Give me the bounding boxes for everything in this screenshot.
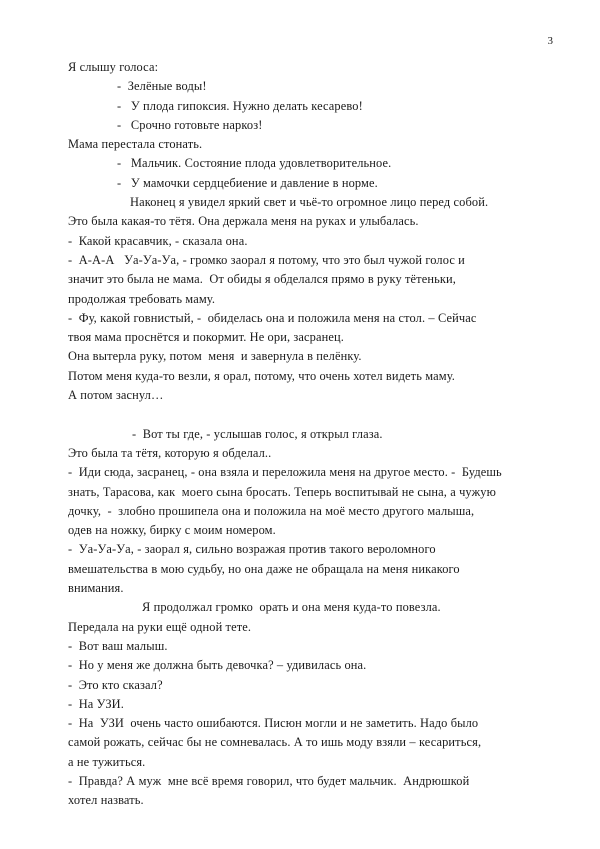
text-line: - Фу, какой говнистый, - обиделась она и положила меня на стол. – Сейчас xyxy=(68,310,477,325)
text-line: Потом меня куда-то везли, я орал, потому, что очень хотел видеть маму. xyxy=(68,368,455,383)
text-line: знать, Тарасова, как моего сына бросать. Теперь воспитывай не сына, а чужую xyxy=(68,484,496,499)
text-line: Я продолжал громко орать и она меня куда-то повезла. xyxy=(142,600,441,615)
text-line: - На УЗИ очень часто ошибаются. Писюн могли и не заметить. Надо было xyxy=(68,716,479,731)
text-line: значит это была не мама. От обиды я обделался прямо в руку тётеньки, xyxy=(68,272,456,287)
text-line: - Иди сюда, засранец, - она взяла и переложила меня на другое место. - Будешь xyxy=(68,465,502,480)
text-line: - А-А-А Уа-Уа-Уа, - громко заорал я потому, что это был чужой голос и xyxy=(68,252,465,267)
text-line: - Зелёные воды! xyxy=(117,79,207,94)
text-line: Передала на руки ещё одной тете. xyxy=(68,619,252,634)
text-line: - Вот ты где, - услышав голос, я открыл глаза. xyxy=(132,426,383,441)
text-line: продолжая требовать маму. xyxy=(68,291,216,306)
text-line: - На УЗИ. xyxy=(68,696,124,711)
text-line: - Мальчик. Состояние плода удовлетворительное. xyxy=(117,156,392,171)
text-line: Мама перестала стонать. xyxy=(68,137,203,152)
text-line: - Срочно готовьте наркоз! xyxy=(117,117,263,132)
text-line: Это была какая-то тётя. Она держала меня на руках и улыбалась. xyxy=(68,214,419,229)
text-line: вмешательства в мою судьбу, но она даже не обращала на меня никакого xyxy=(68,561,460,576)
text-line: - У плода гипоксия. Нужно делать кесарево! xyxy=(117,98,363,113)
text-line: - Но у меня же должна быть девочка? – удивилась она. xyxy=(68,658,367,673)
page-number: 3 xyxy=(547,35,553,47)
text-line: - Какой красавчик, - сказала она. xyxy=(68,233,248,248)
document-body xyxy=(68,58,538,811)
text-line: - Вот ваш малыш. xyxy=(68,638,168,653)
text-line: Наконец я увидел яркий свет и чьё-то огромное лицо перед собой. xyxy=(130,195,489,210)
text-line-blank xyxy=(68,405,538,424)
text-line: твоя мама проснётся и покормит. Не ори, засранец. xyxy=(68,330,344,345)
text-line: А потом заснул… xyxy=(68,388,164,403)
text-line: а не тужиться. xyxy=(68,754,146,769)
text-line: одев на ножку, бирку с моим номером. xyxy=(68,523,276,538)
text-line: внимания. xyxy=(68,581,124,596)
text-line: - Уа-Уа-Уа, - заорал я, сильно возражая против такого вероломного xyxy=(68,542,436,557)
text-line: Это была та тётя, которую я обделал.. xyxy=(68,445,272,460)
text-line: Я слышу голоса: xyxy=(68,60,159,74)
text-line: дочку, - злобно прошипела она и положила на моё место другого малыша, xyxy=(68,503,475,518)
text-line: Она вытерла руку, потом меня и завернула в пелёнку. xyxy=(68,349,362,364)
text-line: самой рожать, сейчас бы не сомневалась. А то ишь моду взяли – кесариться, xyxy=(68,735,482,750)
text-line: - Это кто сказал? xyxy=(68,677,163,692)
text-line: хотел назвать. xyxy=(68,793,144,808)
text-line: - У мамочки сердцебиение и давление в норме. xyxy=(117,175,378,190)
text-line: - Правда? А муж мне всё время говорил, что будет мальчик. Андрюшкой xyxy=(68,773,470,788)
